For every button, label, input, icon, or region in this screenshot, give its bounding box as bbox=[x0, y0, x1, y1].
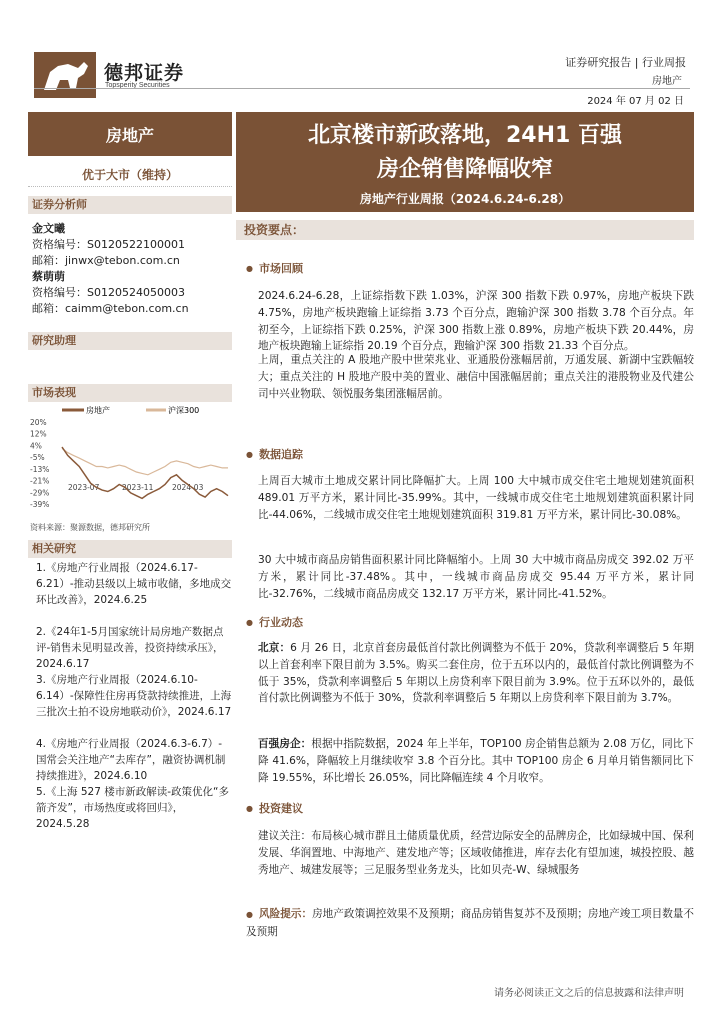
header-sector: 房地产 bbox=[652, 76, 682, 87]
risk-title: 风险提示： bbox=[259, 908, 313, 920]
section-title: ● 行业动态 bbox=[246, 614, 303, 630]
y-tick-label: 4% bbox=[30, 441, 42, 451]
footer-disclaimer[interactable]: 请务必阅读正文之后的信息披露和法律声明 bbox=[494, 988, 684, 999]
paragraph bbox=[258, 736, 694, 786]
analyst-email[interactable]: 邮箱：jinwx@tebon.com.cn bbox=[32, 254, 180, 267]
analyst-name: 蔡萌萌 bbox=[32, 270, 65, 283]
section-title: ● 数据追踪 bbox=[246, 446, 303, 462]
x-tick-label: 2023-07 bbox=[68, 483, 100, 492]
report-date: 2024 年 07 月 02 日 bbox=[587, 96, 684, 107]
section-title: ● 投资建议 bbox=[246, 800, 303, 816]
paragraph-body: 6 月 26 日，北京首套房最低首付款比例调整为不低于 20%，贷款利率调整后 5 年期以上首套利率下限目前为 3.5%。购买二套住房，位于五环以内的，最低首付款比例调整为不低于 35%，贷款利率调整后 5 年期以上房贷利率下限目前为 3.9%。位于五环以外的，最低首付款比例调整为不低于 30%，贷款利率调整后 5 年期以上房贷利率下限目前为 3.7%。 bbox=[258, 642, 694, 705]
risk-paragraph bbox=[246, 906, 694, 941]
divider bbox=[28, 186, 232, 187]
paragraph-lead: 百强房企： bbox=[258, 738, 312, 750]
analyst-name: 金文曦 bbox=[32, 222, 65, 235]
analyst-email[interactable]: 邮箱：caimm@tebon.com.cn bbox=[32, 302, 189, 315]
logo-mark bbox=[34, 52, 96, 98]
market-header: 市场表现 bbox=[28, 384, 232, 402]
paragraph: 上周百大城市土地成交累计同比降幅扩大。上周 100 大中城市成交住宅土地规划建筑面积 489.01 万平方米，累计同比-35.99%。其中，一线城市成交住宅土地规划建筑面积累计同比-44.06%，二线城市成交住宅土地规划建筑面积 319.81 万平方米，累计同比-30.08%。 bbox=[258, 475, 694, 521]
report-subtitle: 房地产行业周报（2024.6.24-6.28） bbox=[359, 192, 571, 206]
y-tick-label: -13% bbox=[30, 464, 50, 474]
paragraph-body: 根据中指院数据，2024 年上半年，TOP100 房企销售总额为 2.08 万亿，同比下降 41.6%，降幅较上月继续收窄 3.8 个百分比。其中 TOP100 房企 6 月单月销售额同比下降 19.55%，环比增长 26.05%，同比降幅连续 4 个月收窄。 bbox=[258, 738, 695, 784]
key-points-label: 投资要点： bbox=[236, 220, 694, 240]
y-tick-label: -5% bbox=[30, 453, 45, 463]
logo-text: 德邦证券 bbox=[104, 62, 185, 84]
paragraph: 建议关注：布局核心城市群且土储质量优质，经营边际安全的品牌房企，比如绿城中国、保利发展、华润置地、中海地产、建发地产等；区域收储推进，库存去化有望加速，城投控股、越秀地产、城建发展等；三足服务型业务龙头，比如贝壳-W、绿城服务 bbox=[258, 830, 694, 876]
paragraph: 上周，重点关注的 A 股地产股中世荣兆业、亚通股份涨幅居前，万通发展、新湖中宝跌幅较大；重点关注的 H 股地产股中美的置业、融信中国涨幅居前；重点关注的港股物业及代建公司中兴业物联、领悦服务集团涨幅居前。 bbox=[258, 354, 694, 400]
title-block bbox=[236, 112, 694, 212]
y-tick-label: 20% bbox=[30, 418, 47, 427]
paragraph-lead: 北京： bbox=[258, 642, 291, 654]
paragraph: 30 大中城市商品房销售面积累计同比降幅缩小。上周 30 大中城市商品房成交 392.02 万平方米，累计同比-37.48%。其中，一线城市商品房成交 95.44 万平方米，累计同比-32.76%，二线城市商品房成交 132.17 万平方米，累计同比-41.52%。 bbox=[258, 554, 694, 600]
x-tick-label: 2024-03 bbox=[172, 483, 204, 492]
section-title: ● 市场回顾 bbox=[246, 260, 303, 276]
related-header: 相关研究 bbox=[28, 540, 232, 558]
related-report[interactable]: 5.《上海 527 楼市新政解读-政策优化“多箭齐发”，市场热度或将回归》，2024.5.28 bbox=[36, 786, 229, 830]
paragraph: 2024.6.24-6.28，上证综指数下跌 1.03%，沪深 300 指数下跌 0.97%，房地产板块下跌 4.75%，房地产板块跑输上证综指 3.73 个百分点，跑输沪深 300 指数 3.78 个百分点。年初至今，上证综指下跌 0.25%，沪深 300 指数上涨 0.89%，房地产板块下跌 20.44%，房地产板块跑输上证综指 20.19 个百分点，跑输沪深 300 指数 21.33 个百分点。 bbox=[258, 290, 694, 353]
chart-source: 资料来源：聚源数据，德邦研究所 bbox=[30, 523, 150, 532]
risk-body: 房地产政策调控效果不及预期；商品房销售复苏不及预期；房地产竣工项目数量不及预期 bbox=[246, 908, 695, 938]
y-tick-label: -29% bbox=[30, 488, 50, 498]
analyst-cert: 资格编号：S0120522100001 bbox=[32, 238, 185, 251]
bull-logo-icon bbox=[34, 52, 96, 98]
analyst-cert: 资格编号：S0120524050003 bbox=[32, 286, 185, 299]
y-tick-label: -39% bbox=[30, 500, 50, 509]
related-report[interactable]: 2.《24年1-5月国家统计局房地产数据点评-销售未见明显改善，投资持续承压》，2024.6.17 bbox=[36, 626, 224, 670]
sector-label: 房地产 bbox=[28, 112, 232, 156]
related-report[interactable]: 3.《房地产行业周报（2024.6.10-6.14）-保障性住房再贷款持续推进，上海三批次土拍不设房地联动价》，2024.6.17 bbox=[36, 674, 232, 718]
related-report[interactable]: 4.《房地产行业周报（2024.6.3-6.7）-国常会关注地产“去库存”，融资协调机制持续推进》，2024.6.10 bbox=[36, 738, 226, 782]
logo-english: Topsperity Securities bbox=[105, 82, 170, 89]
rating: 优于大市（维持） bbox=[81, 168, 178, 182]
report-type: 证券研究报告 | 行业周报 bbox=[565, 56, 686, 69]
paragraph bbox=[258, 640, 694, 707]
legend-label-realestate: 房地产 bbox=[86, 406, 110, 415]
header-divider bbox=[34, 88, 690, 89]
series-line-hs300 bbox=[62, 448, 228, 474]
report-title-line1: 北京楼市新政落地，24H1 百强 bbox=[308, 123, 622, 148]
x-tick-label: 2023-11 bbox=[122, 483, 154, 492]
risk-label bbox=[246, 908, 312, 920]
report-title-line2: 房企销售降幅收窄 bbox=[376, 157, 553, 182]
analyst-header: 证券分析师 bbox=[28, 196, 232, 214]
legend-label-hs300: 沪深300 bbox=[168, 406, 200, 415]
market-chart bbox=[28, 404, 234, 516]
y-tick-label: 12% bbox=[30, 429, 47, 439]
bullet-icon: ● bbox=[246, 910, 253, 919]
assistant-header: 研究助理 bbox=[28, 332, 232, 350]
related-report[interactable]: 1.《房地产行业周报（2024.6.17-6.21）-推动县级以上城市收储，多地成交环比改善》，2024.6.25 bbox=[36, 562, 232, 606]
y-tick-label: -21% bbox=[30, 476, 50, 486]
